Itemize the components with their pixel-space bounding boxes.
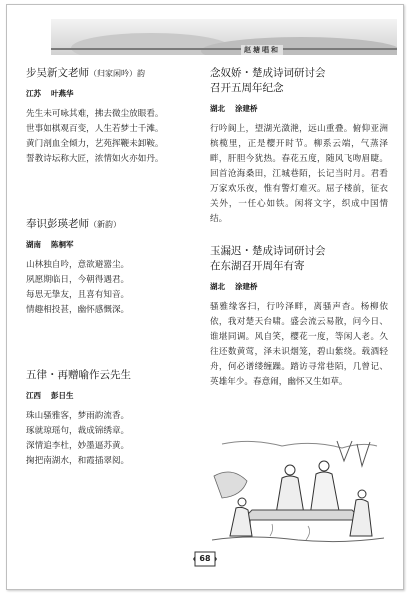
poem-author: 湖北 涂建桥	[210, 104, 258, 113]
poem-text: 行吟阆上，望湖光潋滟，远山重叠。俯仰亚洲槟榄里，正是樱开时节。柳系云端，气蒸泽畔，肝胆今犹热。春花五度，随风飞吻眉睫。回首沧海桑田，江城巷陌，长记当时月。君看万家欢乐夜，惟有警灯难灭。屈子楼前，征衣关外，一任心如铁。闲将文字，织成中国情结。	[210, 124, 388, 224]
poem	[26, 217, 196, 318]
page-number: 68	[192, 548, 218, 570]
poem	[26, 66, 196, 167]
ink-illustration	[212, 436, 384, 546]
poem	[210, 66, 388, 227]
poem	[26, 368, 196, 469]
poem-lines: 先生未可咏其难，拂去微尘放眼看。 世事如棋观百变，人生若梦士千滩。 黄门剖血全倾力，艺苑挥鞭未卸鞍。 誓教诗坛称大匠，浓情如火亦如丹。	[26, 109, 164, 164]
poem	[210, 244, 388, 390]
right-column	[210, 66, 388, 390]
poem-lines: 山林独自吟，意欲避嚣尘。 夙愿期临日，今朝得遇君。 每思无挚友，且喜有知音。 情趣相投甚，幽怀感慨深。	[26, 260, 130, 315]
poem-title: 奉识彭瑛老师（新韵）	[26, 218, 121, 230]
header-title: 赵塘唱和	[241, 45, 283, 55]
poem-title: 召开五周年纪念	[210, 82, 284, 94]
poem-title: 念奴娇・楚成诗词研讨会	[210, 67, 326, 79]
poem-author: 江西 彭日生	[26, 391, 74, 400]
poem-title: 玉漏迟・楚成诗词研讨会	[210, 245, 326, 257]
left-column	[26, 66, 196, 469]
poem-title: 五律・再赠喻作云先生	[26, 369, 131, 381]
banner-rule	[51, 48, 397, 50]
poem-author: 江苏 叶燕华	[26, 89, 74, 98]
poem-title: 在东湖召开周年有寄	[210, 260, 305, 272]
poem-author: 湖南 陈桐军	[26, 240, 74, 249]
header-banner	[51, 19, 397, 55]
poem-title: 步吴新文老师（归家闲吟）韵	[26, 67, 145, 79]
poem-text: 骚雅缘客扫，行吟泽畔，离骚声杳。杨柳依依，我对楚天台啸。盛会流云易散，问今日、谁堪同调。风自笑，樱花一度，等闲人老。久往还数黄莺，泽未识烟笼，碧山紫绕。载酒轻舟，何必谱缕缠躁。踏访寻常巷陌，几曾记、英雄年少。春意闹，幽怀又生如草。	[210, 302, 388, 387]
poem-author: 湖北 涂建桥	[210, 282, 258, 291]
poem-lines: 珠山骚雅客，梦雨韵流香。 琢就琼瑶句，裁成锦绣章。 深情追李杜，妙墨逼苏黄。 掬把南湖水，和霞插翠阅。	[26, 411, 130, 466]
banner-hill	[201, 37, 397, 55]
